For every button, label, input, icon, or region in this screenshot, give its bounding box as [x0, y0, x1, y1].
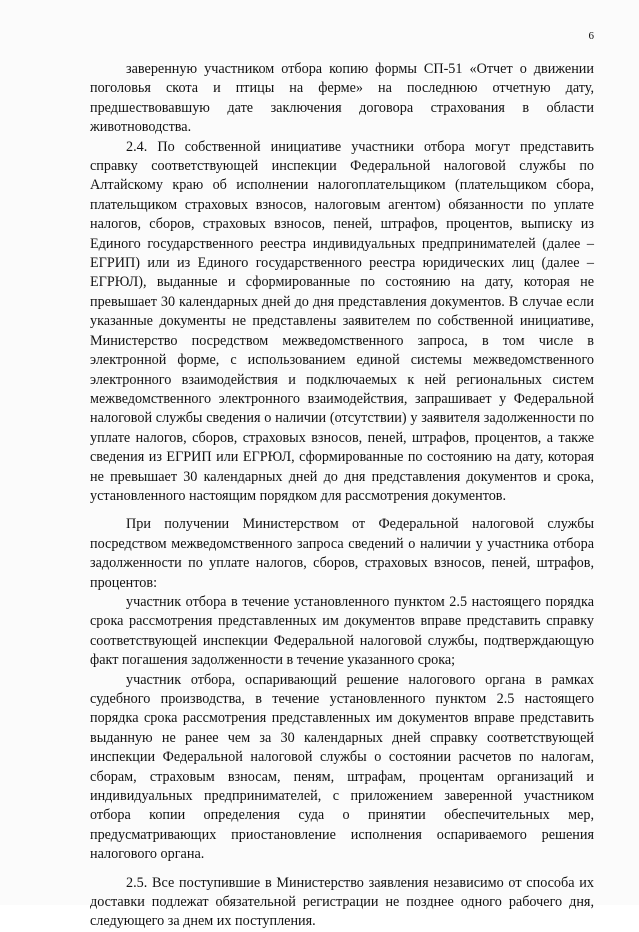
paragraph-debt-repayment: участник отбора в течение установленного пунктом 2.5 настоящего порядка срока рассмотрения представленных им документов вправе представить справку соответствующей инспекции Федеральной налоговой службы, подтверждающую факт погашения задолженности в течение указанного срока;: [90, 593, 594, 669]
paragraph-2-5: 2.5. Все поступившие в Министерство заявления независимо от способа их доставки подлежат обязательной регистрации не позднее одного рабочего дня, следующего за днем их поступления.: [90, 874, 594, 930]
document-body: [90, 60, 594, 932]
paragraph-form-sp51: заверенную участником отбора копию формы СП-51 «Отчет о движении поголовья скота и птицы на ферме» на последнюю отчетную дату, предшествовавшую дате заключения договора страхования в области животноводства.: [90, 61, 594, 136]
page-number: 6: [588, 30, 594, 42]
paragraph-2-4: 2.4. По собственной инициативе участники отбора могут представить справку соответствующей инспекции Федеральной налоговой службы по Алтайскому краю об исполнении налогоплательщиком (плательщиком сбора, плательщиком страховых взносов, налоговым агентом) обязанности по уплате налогов, сборов, страховых взносов, пеней, штрафов, процентов, выписку из Единого государственного реестра индивидуальных предпринимателей (далее – ЕГРИП) или из Единого государственного реестра юридических лиц (далее – ЕГРЮЛ), выданные и сформированные по состоянию на дату, которая не превышает 30 календарных дней до дня представления документов. В случае если указанные документы не представлены заявителем по собственной инициативе, Министерство посредством межведомственного запроса, в том числе в электронной форме, с использованием единой системы межведомственного электронного взаимодействия и подключаемых к ней региональных систем межведомственного электронного взаимодействия, запрашивает у Федеральной налоговой службы сведения о наличии (отсутствии) у заявителя задолженности по уплате налогов, сборов, страховых взносов, пеней, штрафов, процентов, а также сведения из ЕГРИП или ЕГРЮЛ, сформированные по состоянию на дату, которая не превышает 30 календарных дней до дня представления документов и срока, установленного настоящим порядком для рассмотрения документов.: [90, 138, 594, 504]
paragraph-tax-service-request: При получении Министерством от Федеральной налоговой службы посредством межведомственного запроса сведений о наличии у участника отбора задолженности по уплате налогов, сборов, страховых взносов, пеней, штрафов, процентов:: [90, 516, 594, 591]
paragraph-court-dispute: участник отбора, оспаривающий решение налогового органа в рамках судебного производства, в течение установленного пунктом 2.5 настоящего порядка срока рассмотрения представленных им документов вправе представить выданную не ранее чем за 30 календарных дней справку соответствующей инспекции Федеральной налоговой службы о состоянии расчетов по налогам, сборам, страховым взносам, пеням, штрафам, процентам организаций и индивидуальных предпринимателей, с приложением заверенной участником отбора копии определения суда о принятии обеспечительных мер, предусматривающих приостановление исполнения оспариваемого решения налогового органа.: [90, 671, 594, 863]
